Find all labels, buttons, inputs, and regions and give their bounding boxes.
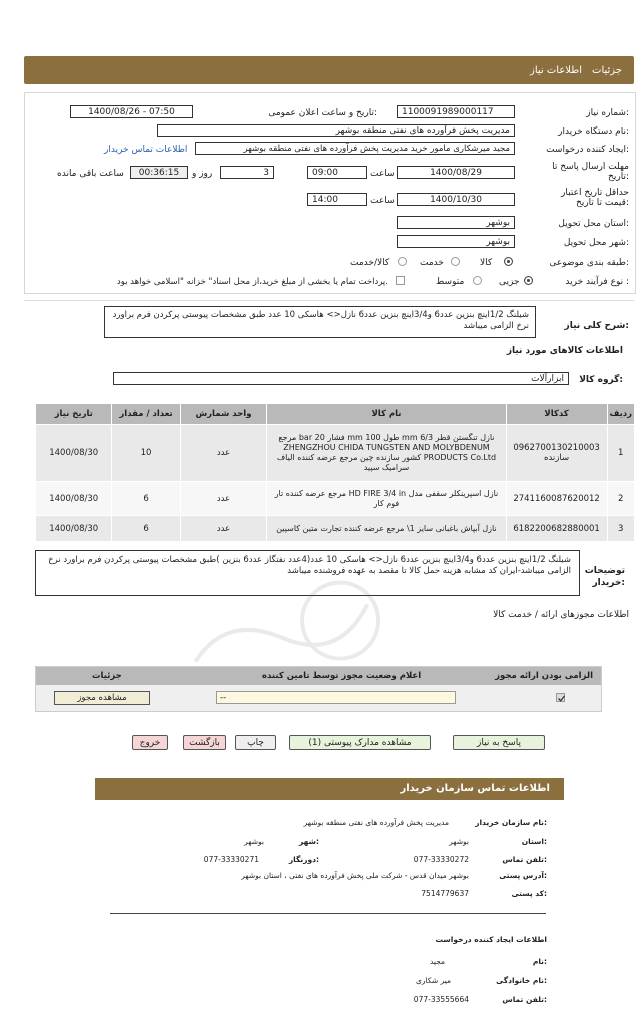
row-code: 2741160087620012	[506, 482, 607, 516]
row-index: 3	[607, 516, 635, 542]
row-unit: عدد	[180, 516, 267, 542]
exit-button[interactable]: خروج	[132, 735, 168, 750]
creator-field: مجید میرشکاری مامور خرید مدیریت پخش فرآورده های نفتی منطقه بوشهر	[195, 142, 515, 155]
category-goods-service-radio[interactable]	[398, 257, 407, 266]
row-name: نازل آبپاش باغبانی سایز 1\ مرجع عرضه کننده تجارت متین کاسپین	[267, 516, 506, 542]
deadline-label: مهلت ارسال پاسخ تا تاریخ:	[552, 162, 629, 182]
city-field: بوشهر	[397, 235, 515, 248]
deadline-date-field: 1400/08/29	[397, 166, 515, 179]
need-number-field: 1100091989000117	[397, 105, 515, 118]
category-label: طبقه بندی موضوعی:	[549, 258, 629, 268]
row-qty: 6	[112, 516, 180, 542]
contact-buyer-name: مدیریت پخش فرآورده های نفتی منطقه بوشهر	[303, 818, 449, 827]
contact-title: اطلاعات تماس سازمان خریدار	[400, 783, 550, 794]
announce-label: تاریخ و ساعت اعلان عمومی:	[268, 108, 377, 118]
contact-divider	[110, 913, 546, 914]
category-goods-service-label: کالا/خدمت	[350, 258, 390, 268]
buyer-notes-label: توضیحات خریدار:	[584, 566, 625, 588]
table-row	[36, 482, 635, 516]
process-label: نوع فرآیند خرید :	[565, 277, 629, 287]
buyer-org-label: نام دستگاه خریدار:	[558, 127, 629, 137]
city-label: شهر محل تحویل:	[563, 238, 629, 248]
reply-button[interactable]: پاسخ به نیاز	[453, 735, 545, 750]
buyer-contact-link[interactable]: اطلاعات تماس خریدار	[104, 145, 188, 155]
col-name: نام کالا	[267, 404, 506, 425]
contact-province: بوشهر	[449, 837, 469, 846]
validity-date-field: 1400/10/30	[397, 193, 515, 206]
permits-col-details: جزئیات	[92, 671, 122, 681]
contact-header	[95, 778, 564, 800]
days-label: روز و	[192, 169, 213, 179]
deadline-time-field: 09:00	[307, 166, 367, 179]
contact-city: بوشهر	[244, 837, 264, 846]
permits-table	[35, 666, 602, 712]
col-index: ردیف	[607, 404, 635, 425]
creator-info-title: اطلاعات ایجاد کننده درخواست	[435, 935, 547, 944]
creator-label: ایجاد کننده درخواست:	[546, 145, 629, 155]
creator-phone-label: تلفن تماس:	[502, 995, 547, 1004]
contact-province-label: استان:	[521, 837, 547, 846]
col-date: تاریخ نیاز	[36, 404, 112, 425]
process-medium-label: متوسط	[436, 277, 465, 287]
goods-table	[35, 403, 635, 542]
row-index: 2	[607, 482, 635, 516]
creator-name: مجید	[429, 957, 445, 966]
row-date: 1400/08/30	[36, 482, 112, 516]
table-row	[36, 425, 635, 482]
row-code: 0962700130210003 سازنده	[506, 425, 607, 482]
permit-status-field: --	[216, 691, 456, 704]
goods-table-wrap	[35, 403, 635, 542]
treasury-payment-checkbox[interactable]	[396, 276, 405, 285]
summary-label: شرح کلی نیاز:	[564, 321, 629, 331]
col-unit: واحد شمارش	[180, 404, 267, 425]
contact-postal: 7514779637	[421, 889, 469, 898]
category-service-radio[interactable]	[451, 257, 460, 266]
buyer-notes-text: شیلنگ 1/2اینچ بنزین عدد6 و3/4اینچ بنزین عدد6 نازل<> هاسکی 10 عدد(4عدد نفتگاز عدد6 بنزین )طبق مشخصات پیوستی پرکردن فرم براورد نرخ الزامی میباشد-ایران کد مشابه هزینه حمل کالا تا مقصد به عهده فروشنده میباشد	[35, 550, 580, 596]
summary-text: شیلنگ 1/2اینچ بنزین عدد6 و3/4اینچ بنزین عدد6 نازل<> هاسکی 10 عدد طبق مشخصات پیوستی پرکردن فرم براورد نرخ الزامی میباشد	[104, 306, 536, 338]
deadline-time-label: ساعت	[370, 169, 395, 179]
process-medium-radio[interactable]	[473, 276, 482, 285]
process-partial-radio[interactable]	[524, 276, 533, 285]
buyer-org-field: مدیریت پخش فرآورده های نفتی منطقه بوشهر	[157, 124, 515, 137]
creator-family: میر شکاری	[415, 976, 451, 985]
category-goods-radio[interactable]	[504, 257, 513, 266]
province-field: بوشهر	[397, 216, 515, 229]
row-unit: عدد	[180, 425, 267, 482]
contact-postal-label: کد پستی:	[511, 889, 547, 898]
contact-buyer-name-label: نام سازمان خریدار:	[475, 818, 547, 827]
contact-city-label: شهر:	[299, 837, 319, 846]
permits-col-status: اعلام وضعیت مجوز توسط تامین کننده	[262, 671, 422, 681]
permits-col-required: الزامی بودن ارائه مجوز	[495, 671, 593, 681]
contact-fax-label: دورنگار:	[288, 855, 319, 864]
category-goods-label: کالا	[480, 258, 493, 268]
print-button[interactable]: چاپ	[235, 735, 276, 750]
creator-phone: 077-33555664	[413, 995, 469, 1004]
contact-address: بوشهر میدان قدس - شرکت ملی پخش فرآورده های نفتی ، استان بوشهر	[241, 871, 469, 880]
contact-address-label: آدرس پستی:	[499, 871, 547, 880]
permit-required-checkbox	[556, 693, 565, 702]
category-service-label: خدمت	[420, 258, 444, 268]
goods-section-title: اطلاعات کالاهای مورد نیاز	[506, 346, 623, 356]
row-unit: عدد	[180, 482, 267, 516]
remaining-time-field: 00:36:15	[130, 166, 188, 179]
row-code: 6182200682880001	[506, 516, 607, 542]
validity-time-field: 14:00	[307, 193, 367, 206]
need-number-label: شماره نیاز:	[586, 108, 629, 118]
treasury-payment-note: پرداخت تمام یا بخشی از مبلغ خرید،از محل اسناد" خزانه "اسلامی خواهد بود.	[116, 277, 388, 287]
view-permit-button[interactable]: مشاهده مجوز	[54, 691, 150, 705]
validity-time-label: ساعت	[370, 196, 395, 206]
goods-group-label: گروه کالا:	[579, 375, 623, 385]
process-partial-label: جزیی	[499, 277, 520, 287]
announce-field: 1400/08/26 - 07:50	[70, 105, 193, 118]
table-row	[36, 516, 635, 542]
permits-title: اطلاعات مجوزهای ارائه / خدمت کالا	[493, 610, 629, 620]
days-field: 3	[220, 166, 274, 179]
col-code: کدکالا	[506, 404, 607, 425]
row-name: نازل تنگستن قطر 6/3 mm طول 100 mm فشار 20 bar مرجع ZHENGZHOU CHIDA TUNGSTEN AND MOLYBDENUM PRODUCTS Co.Ltd کشور سازنده چین مرجع عرضه کننده الیاف سرامیک سپید	[267, 425, 506, 482]
back-button[interactable]: بازگشت	[183, 735, 226, 750]
province-label: استان محل تحویل:	[558, 219, 629, 229]
remaining-label: ساعت باقی مانده	[57, 169, 124, 179]
tab-details[interactable]: جزئیات	[592, 65, 622, 76]
contact-phone-label: تلفن تماس:	[502, 855, 547, 864]
contact-phone: 077-33330272	[413, 855, 469, 864]
goods-group-field: ابزارآلات	[113, 372, 569, 385]
creator-family-label: نام خانوادگی:	[496, 976, 547, 985]
row-date: 1400/08/30	[36, 516, 112, 542]
contact-fax: 077-33330271	[203, 855, 259, 864]
col-qty: تعداد / مقدار	[112, 404, 180, 425]
row-date: 1400/08/30	[36, 425, 112, 482]
validity-label: حداقل تاریخ اعتبار قیمت تا تاریخ:	[561, 188, 629, 208]
creator-name-label: نام:	[532, 957, 547, 966]
tab-need-info[interactable]: اطلاعات نیاز	[530, 65, 582, 76]
view-attachments-button[interactable]: مشاهده مدارک پیوستی (1)	[289, 735, 431, 750]
row-qty: 6	[112, 482, 180, 516]
row-qty: 10	[112, 425, 180, 482]
row-index: 1	[607, 425, 635, 482]
row-name: نازل اسپرینکلر سقفی مدل HD FIRE 3/4 in مرجع عرضه کننده تار فوم کار	[267, 482, 506, 516]
header-bar	[24, 56, 634, 84]
